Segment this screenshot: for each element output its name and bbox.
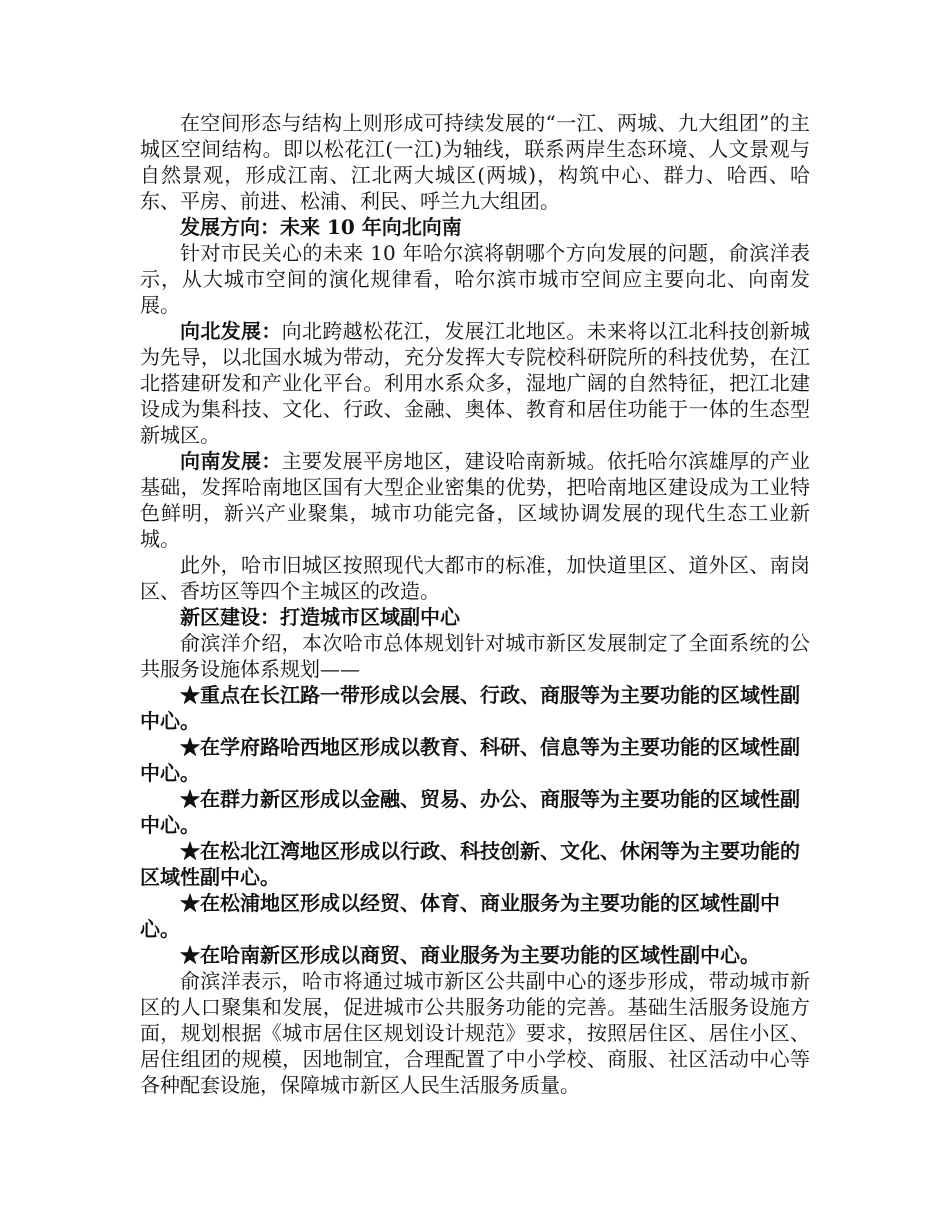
paragraph-facilities: 俞滨洋表示，哈市将通过城市新区公共副中心的逐步形成，带动城市新区的人口聚集和发展，促进城市公共服务功能的完善。基础生活服务设施方面，规划根据《城市居住区规划设计规范》要求，按照居住区、居住小区、居住组团的规模，因地制宜，合理配置了中小学校、商服、社区活动中心等各种配套设施，保障城市新区人民生活服务质量。	[140, 969, 810, 1097]
south-development-lead: 向南发展：	[180, 449, 282, 473]
heading-development-direction: 发展方向：未来 10 年向北向南	[180, 215, 462, 239]
north-development-body: 向北跨越松花江，发展江北地区。未来将以江北科技创新城为先导，以北国水城为带动，充分发挥大专院校科研院所的科技优势，在江北搭建研发和产业化平台。利用水系众多，湿地广阔的自然特征，把江北建设成为集科技、文化、行政、金融、奥体、教育和居住功能于一体的生态型新城区。	[140, 319, 811, 447]
list-item: ★在松浦地区形成以经贸、体育、商业服务为主要功能的区域性副中心。	[140, 891, 780, 941]
list-item: ★在群力新区形成以金融、贸易、办公、商服等为主要功能的区域性副中心。	[140, 787, 800, 837]
paragraph-old-city: 此外，哈市旧城区按照现代大都市的标准，加快道里区、道外区、南岗区、香坊区等四个主城区的改造。	[140, 553, 810, 603]
paragraph-new-district-intro: 俞滨洋介绍，本次哈市总体规划针对城市新区发展制定了全面系统的公共服务设施体系规划——	[140, 631, 810, 681]
paragraph-north-development	[140, 318, 810, 448]
paragraph-spatial-structure: 在空间形态与结构上则形成可持续发展的“一江、两城、九大组团”的主城区空间结构。即以松花江(一江)为轴线，联系两岸生态环境、人文景观与自然景观，形成江南、江北两大城区(两城)，构筑中心、群力、哈西、哈东、平房、前进、松浦、利民、呼兰九大组团。	[140, 111, 810, 213]
paragraph-south-development	[140, 448, 810, 552]
list-item: ★在松北江湾地区形成以行政、科技创新、文化、休闲等为主要功能的区域性副中心。	[140, 839, 800, 889]
heading-new-district: 新区建设：打造城市区域副中心	[180, 605, 460, 629]
paragraph-direction-intro: 针对市民关心的未来 10 年哈尔滨将朝哪个方向发展的问题，俞滨洋表示，从大城市空间的演化规律看，哈尔滨市城市空间应主要向北、向南发展。	[140, 241, 810, 317]
list-item: ★在学府路哈西地区形成以教育、科研、信息等为主要功能的区域性副中心。	[140, 735, 800, 785]
list-item: ★重点在长江路一带形成以会展、行政、商服等为主要功能的区域性副中心。	[140, 683, 800, 733]
document-body	[140, 110, 810, 1098]
north-development-lead: 向北发展：	[180, 319, 282, 343]
list-item: ★在哈南新区形成以商贸、商业服务为主要功能的区域性副中心。	[180, 943, 760, 967]
south-development-body: 主要发展平房地区，建设哈南新城。依托哈尔滨雄厚的产业基础，发挥哈南地区国有大型企业密集的优势，把哈南地区建设成为工业特色鲜明，新兴产业聚集，城市功能完备，区域协调发展的现代生态工业新城。	[140, 449, 811, 551]
